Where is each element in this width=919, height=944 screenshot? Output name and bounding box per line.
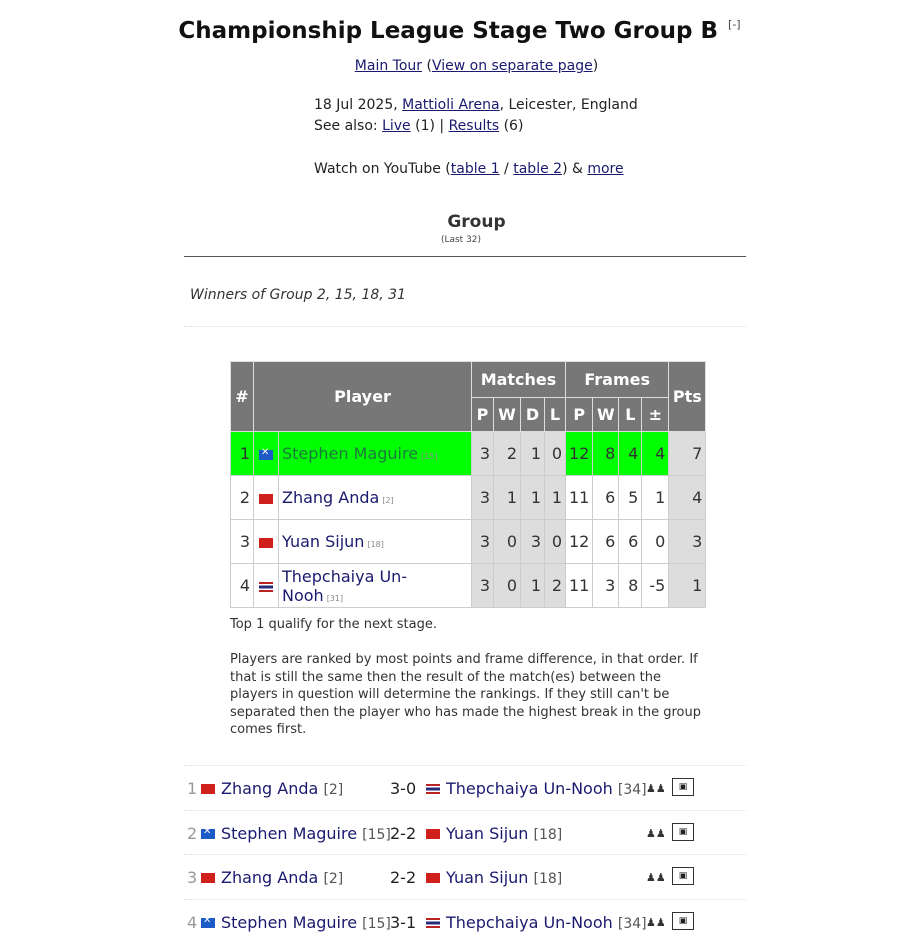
player1-link[interactable]: Zhang Anda [221,779,319,798]
frame-diff: -5 [642,564,669,608]
amp: ) & [562,161,588,177]
player1-seed: [2] [323,871,344,888]
flag-tha-icon [426,918,440,928]
rank-cell: 1 [231,432,254,476]
head-to-head-icon[interactable]: ♟♟ [646,916,666,930]
seed: [2] [382,496,394,505]
standings-row [231,520,706,564]
rank-cell: 4 [231,564,254,608]
matches-played: 3 [472,432,494,476]
player1-link[interactable]: Zhang Anda [221,868,319,888]
matches-played: 3 [472,476,494,520]
frames-lost: 8 [619,564,642,608]
col-fp: P [566,398,593,432]
col-fl: L [619,398,642,432]
player-link[interactable]: Stephen Maguire [282,444,419,463]
rank-cell: 2 [231,476,254,520]
paren: ( [426,58,432,74]
youtube-links [314,161,624,177]
player1-link[interactable]: Stephen Maguire [221,913,358,933]
frames-played: 12 [566,520,593,564]
match-row [184,899,746,944]
divider [184,256,746,257]
col-pts: Pts [669,362,706,432]
matches-played: 3 [472,564,494,608]
see-also-label: See also: [314,118,383,134]
date: 18 Jul 2025, [314,97,403,113]
frame-diff: 4 [642,432,669,476]
head-to-head-icon[interactable]: ♟♟ [646,871,666,885]
flag-cell [254,476,279,520]
results-count: (6) [499,118,524,134]
matches-lost: 1 [545,476,566,520]
col-fd: ± [642,398,669,432]
col-fw: W [593,398,619,432]
player2-seed: [34] [617,916,647,933]
player-cell [279,432,472,476]
flag-chn-icon [259,538,273,548]
frame-diff: 1 [642,476,669,520]
player2-link[interactable]: Thepchaiya Un-Nooh [446,779,613,798]
frames-played: 11 [566,476,593,520]
frames-won: 6 [593,520,619,564]
winners-note: Winners of Group 2, 15, 18, 31 [190,287,406,303]
matches-drawn: 1 [521,432,545,476]
match-number: 4 [187,913,198,933]
player2-link[interactable]: Yuan Sijun [446,868,529,888]
flag-chn-icon [426,873,440,883]
head-to-head-icon[interactable]: ♟♟ [646,782,666,795]
player2-seed: [34] [617,782,647,798]
sep: / [499,161,514,177]
match-number: 1 [187,779,198,798]
flag-cell [254,520,279,564]
flag-cell [254,564,279,608]
flag-sco-icon [201,918,215,928]
flag-chn-icon [201,784,215,794]
frames-lost: 4 [619,432,642,476]
player1-seed: [15] [362,826,391,843]
points: 7 [669,432,706,476]
points: 3 [669,520,706,564]
location: , Leicester, England [499,97,638,113]
venue-link[interactable]: Mattioli Arena [402,97,500,113]
see-also [314,118,523,134]
matches-won: 1 [494,476,521,520]
watch-label: Watch on YouTube ( [314,161,451,177]
divider [184,326,746,327]
match-number: 2 [187,823,198,843]
match-score[interactable]: 2-2 [390,868,417,888]
collapse-toggle[interactable]: [-] [728,18,741,31]
match-details-icon[interactable]: ▣ [672,778,694,796]
frame-diff: 0 [642,520,669,564]
seed: [15] [421,452,438,461]
frames-lost: 5 [619,476,642,520]
col-matches: Matches [472,362,566,398]
player2-link[interactable]: Yuan Sijun [446,823,529,843]
match-details-icon[interactable]: ▣ [672,823,694,841]
standings-row [231,564,706,608]
standings-row [231,476,706,520]
match-details-icon[interactable]: ▣ [672,867,694,885]
group-heading: Group [447,212,506,232]
frames-won: 3 [593,564,619,608]
match-number: 3 [187,868,198,888]
player-link[interactable]: Zhang Anda [282,488,380,507]
match-row [184,765,746,810]
round-label: (Last 32) [440,235,482,245]
match-details-icon[interactable]: ▣ [672,912,694,930]
player2-seed: [18] [533,826,563,843]
ranking-note: Players are ranked by most points and frame difference, in that order. If that is still the same then the result of the match(es) between the players in question will determine the rankings. If they still can't be separated then the player who has made the highest break in the group comes first. [230,652,701,737]
matches-drawn: 3 [521,520,545,564]
match-score[interactable]: 3-0 [390,779,417,798]
event-info [314,97,638,113]
matches-lost: 0 [545,520,566,564]
match-row [184,854,746,899]
frames-won: 8 [593,432,619,476]
frames-lost: 6 [619,520,642,564]
player2-seed: [18] [533,871,563,888]
col-mw: W [494,398,521,432]
flag-tha-icon [426,784,440,794]
points: 1 [669,564,706,608]
main-tour-link[interactable]: Main Tour [354,58,423,74]
table1-link[interactable]: table 1 [450,161,500,177]
table2-link[interactable]: table 2 [513,161,563,177]
seed: [31] [326,593,344,603]
flag-chn-icon [259,494,273,504]
flag-cell [254,432,279,476]
results-link[interactable]: Results [448,118,500,134]
col-rank: # [231,362,254,432]
standings-row [231,432,706,476]
matches-played: 3 [472,520,494,564]
matches-won: 0 [494,564,521,608]
match-row [184,810,746,855]
live-count: (1) | [410,118,449,134]
frames-won: 6 [593,476,619,520]
matches-drawn: 1 [521,476,545,520]
head-to-head-icon[interactable]: ♟♟ [646,826,666,840]
matches-lost: 0 [545,432,566,476]
frames-played: 12 [566,432,593,476]
player1-seed: [15] [362,916,391,933]
matches-drawn: 1 [521,564,545,608]
player-cell [279,564,472,608]
col-md: D [521,398,545,432]
flag-sco-icon [201,829,215,839]
matches-won: 2 [494,432,521,476]
col-player: Player [254,362,472,432]
standings-table [230,361,706,608]
matches-lost: 2 [545,564,566,608]
player-link[interactable]: Thepchaiya Un-Nooh [282,566,408,605]
title-text: Championship League Stage Two Group B [178,18,719,44]
flag-tha-icon [259,582,273,592]
col-frames: Frames [566,362,669,398]
matches-won: 0 [494,520,521,564]
points: 4 [669,476,706,520]
more-link[interactable]: more [587,161,624,177]
flag-chn-icon [426,829,440,839]
col-ml: L [545,398,566,432]
view-separate-link[interactable]: View on separate page [431,58,593,74]
player1-link[interactable]: Stephen Maguire [221,823,358,843]
seed: [18] [367,540,384,549]
live-link[interactable]: Live [382,118,411,134]
frames-played: 11 [566,564,593,608]
col-mp: P [472,398,494,432]
player2-link[interactable]: Thepchaiya Un-Nooh [446,913,613,933]
flag-chn-icon [201,873,215,883]
paren: ) [592,58,599,74]
nav-links [0,58,919,74]
player1-seed: [2] [323,782,344,798]
flag-sco-icon [259,450,273,460]
player-link[interactable]: Yuan Sijun [282,532,365,551]
player-cell [279,476,472,520]
rank-cell: 3 [231,520,254,564]
match-score[interactable]: 2-2 [390,823,417,843]
qualify-note: Top 1 qualify for the next stage. [230,617,437,632]
player-cell [279,520,472,564]
match-score[interactable]: 3-1 [390,913,417,933]
page-title [0,18,919,44]
